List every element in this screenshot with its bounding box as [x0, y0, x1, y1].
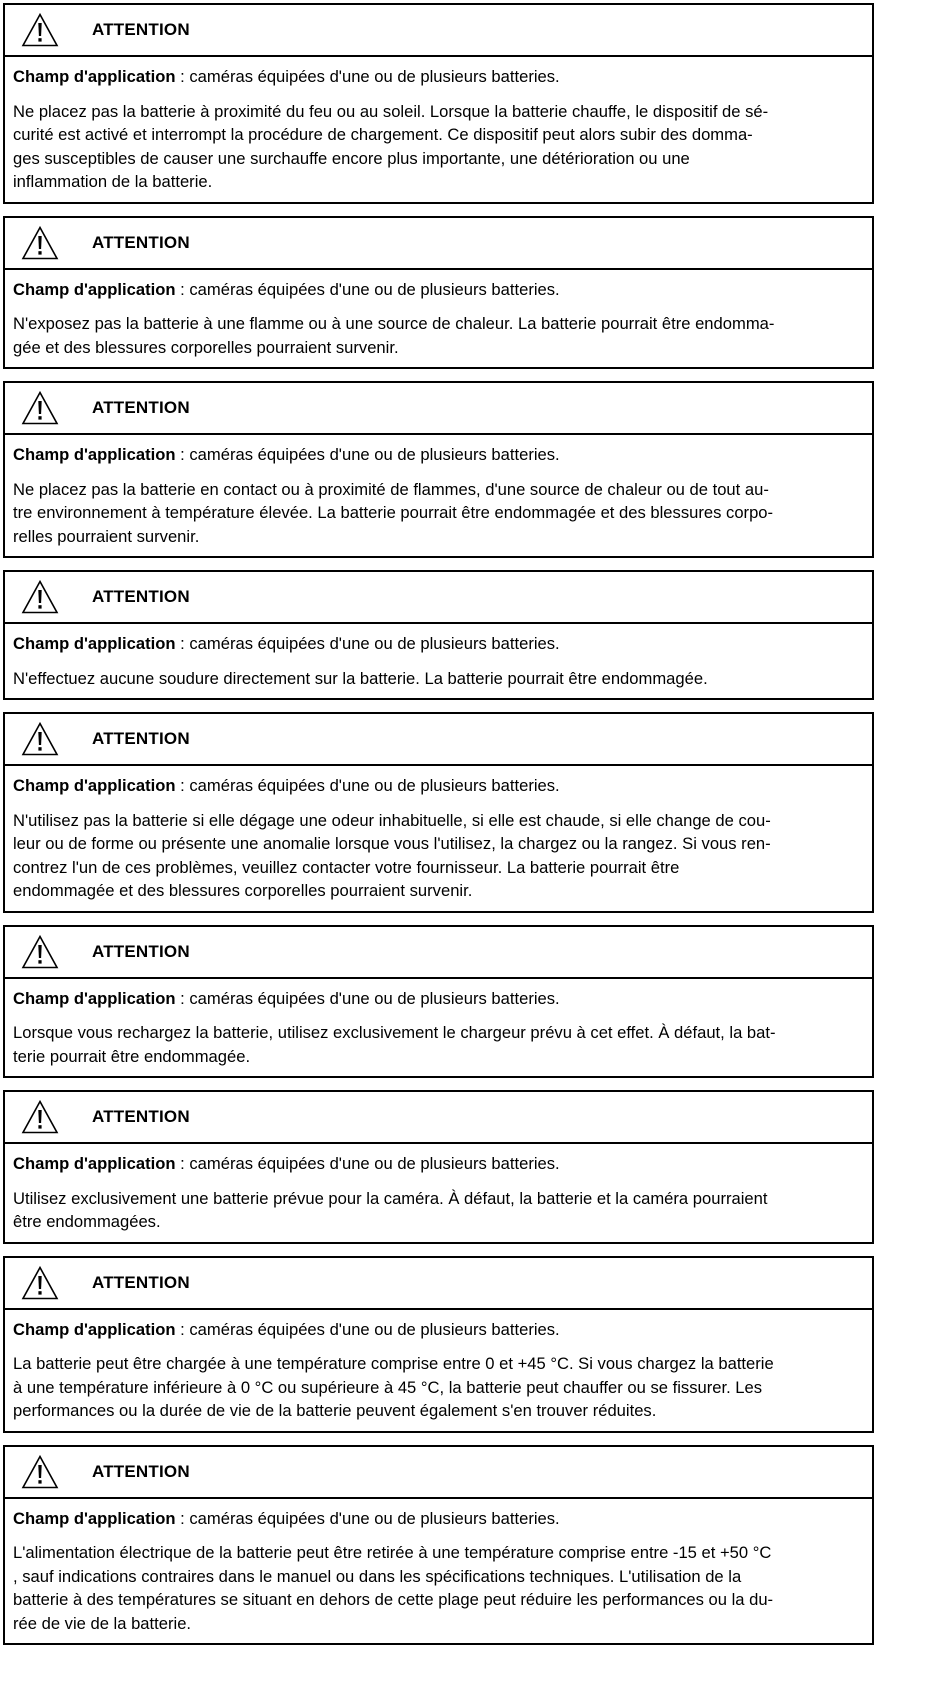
notice-title: ATTENTION	[92, 941, 190, 961]
notice-header	[5, 714, 872, 766]
notice-header	[5, 1447, 872, 1499]
notice-body	[5, 1310, 872, 1431]
warning-notice	[3, 925, 874, 1079]
message-line: ges susceptibles de causer une surchauffe encore plus importante, une détérioration ou une	[13, 148, 690, 168]
notice-scope	[13, 987, 862, 1011]
message-line: rée de vie de la batterie.	[13, 1613, 192, 1633]
warning-triangle-icon	[21, 1265, 59, 1301]
warning-notice	[3, 1090, 874, 1244]
warning-triangle-icon	[21, 934, 59, 970]
notice-body	[5, 766, 872, 911]
notice-body	[5, 979, 872, 1077]
scope-text: : caméras équipées d'une ou de plusieurs batteries.	[175, 279, 560, 299]
notice-message	[13, 1021, 862, 1068]
message-line: performances ou la durée de vie de la batterie peuvent également s'en trouver réduites.	[13, 1401, 657, 1420]
scope-label: Champ d'application	[13, 445, 176, 464]
scope-text: : caméras équipées d'une ou de plusieurs batteries.	[175, 67, 560, 86]
message-line: Utilisez exclusivement une batterie prévue pour la caméra. À défaut, la batterie et la caméra pourraient	[13, 1188, 768, 1208]
notice-title: ATTENTION	[92, 729, 190, 748]
scope-text: : caméras équipées d'une ou de plusieurs batteries.	[175, 1154, 560, 1173]
message-line: Ne placez pas la batterie à proximité du feu ou au soleil. Lorsque la batterie chauffe, le dispositif de sé-	[13, 101, 769, 121]
message-line: La batterie peut être chargée à une température comprise entre 0 et +45 °C. Si vous chargez la batterie	[13, 1354, 774, 1373]
notice-scope	[13, 443, 862, 467]
message-line: contrez l'un de ces problèmes, veuillez contacter votre fournisseur. La batterie pourrait être	[13, 857, 680, 877]
notice-title: ATTENTION	[92, 232, 190, 252]
message-line: terie pourrait être endommagée.	[13, 1046, 251, 1066]
notice-message	[13, 1352, 862, 1423]
scope-label: Champ d'application	[13, 67, 176, 86]
notice-message	[13, 1541, 862, 1635]
scope-text: : caméras équipées d'une ou de plusieurs batteries.	[175, 776, 560, 795]
scope-text: : caméras équipées d'une ou de plusieurs batteries.	[175, 445, 560, 464]
notice-scope	[13, 774, 862, 798]
message-line: Lorsque vous rechargez la batterie, utilisez exclusivement le chargeur prévu à cet effet. À défaut, la bat-	[13, 1023, 776, 1042]
notice-message	[13, 1187, 862, 1234]
notice-body	[5, 57, 872, 202]
warning-triangle-icon	[21, 1454, 59, 1490]
message-line: être endommagées.	[13, 1212, 161, 1231]
message-line: N'exposez pas la batterie à une flamme ou à une source de chaleur. La batterie pourrait être endomma-	[13, 314, 775, 333]
warning-notice	[3, 1445, 874, 1646]
message-line: tre environnement à température élevée. La batterie pourrait être endommagée et des blessures corpo-	[13, 503, 774, 522]
notice-title: ATTENTION	[92, 1272, 190, 1292]
message-line: Ne placez pas la batterie en contact ou à proximité de flammes, d'une source de chaleur ou de tout au-	[13, 479, 769, 499]
message-line: , sauf indications contraires dans le manuel ou dans les spécifications techniques. L'utilisation de la	[13, 1566, 742, 1586]
message-line: gée et des blessures corporelles pourraient survenir.	[13, 337, 399, 357]
notice-title: ATTENTION	[92, 1461, 190, 1481]
notice-message	[13, 100, 862, 194]
message-line: endommagée et des blessures corporelles pourraient survenir.	[13, 881, 473, 900]
notice-header	[5, 383, 872, 435]
scope-label: Champ d'application	[13, 634, 176, 653]
notice-body	[5, 1144, 872, 1242]
notice-scope	[13, 1318, 862, 1342]
notice-body	[5, 435, 872, 556]
notice-title: ATTENTION	[92, 398, 190, 417]
notice-message	[13, 667, 862, 691]
notice-message	[13, 312, 862, 359]
notice-header	[5, 5, 872, 57]
message-line: L'alimentation électrique de la batterie peut être retirée à une température comprise entre -15 et +50 °C	[13, 1543, 772, 1562]
warning-notice	[3, 216, 874, 370]
notice-title: ATTENTION	[92, 1107, 190, 1126]
notice-header	[5, 927, 872, 979]
scope-label: Champ d'application	[13, 1319, 176, 1339]
notice-title: ATTENTION	[92, 20, 190, 39]
notice-header	[5, 218, 872, 270]
notice-scope	[13, 278, 862, 302]
scope-label: Champ d'application	[13, 279, 176, 299]
warning-triangle-icon	[21, 579, 59, 615]
warning-notice	[3, 712, 874, 913]
scope-label: Champ d'application	[13, 1508, 176, 1528]
scope-text: : caméras équipées d'une ou de plusieurs batteries.	[175, 1508, 560, 1528]
message-line: curité est activé et interrompt la procédure de chargement. Ce dispositif peut alors subir des domma-	[13, 125, 753, 144]
notice-scope	[13, 65, 862, 89]
warning-triangle-icon	[21, 225, 59, 261]
scope-text: : caméras équipées d'une ou de plusieurs batteries.	[175, 988, 560, 1008]
warning-triangle-icon	[21, 390, 59, 426]
notice-header	[5, 572, 872, 624]
warning-triangle-icon	[21, 12, 59, 48]
notice-message	[13, 809, 862, 903]
message-line: à une température inférieure à 0 °C ou supérieure à 45 °C, la batterie peut chauffer ou se fissurer. Les	[13, 1377, 763, 1397]
notice-header	[5, 1092, 872, 1144]
scope-label: Champ d'application	[13, 776, 176, 795]
notice-body	[5, 624, 872, 698]
notice-body	[5, 270, 872, 368]
notice-scope	[13, 1152, 862, 1176]
notice-message	[13, 478, 862, 549]
scope-text: : caméras équipées d'une ou de plusieurs batteries.	[175, 1319, 560, 1339]
warning-notice	[3, 381, 874, 558]
message-line: N'utilisez pas la batterie si elle dégage une odeur inhabituelle, si elle est chaude, si elle change de cou-	[13, 810, 771, 830]
notice-header	[5, 1258, 872, 1310]
notice-body	[5, 1499, 872, 1644]
warning-notice	[3, 570, 874, 700]
notice-scope	[13, 1507, 862, 1531]
warning-notice	[3, 3, 874, 204]
message-line: inflammation de la batterie.	[13, 172, 213, 191]
message-line: leur ou de forme ou présente une anomalie lorsque vous l'utilisez, la chargez ou la rangez. Si vous ren-	[13, 834, 771, 853]
warning-triangle-icon	[21, 1099, 59, 1135]
scope-text: : caméras équipées d'une ou de plusieurs batteries.	[175, 634, 560, 653]
notice-scope	[13, 632, 862, 656]
warning-triangle-icon	[21, 721, 59, 757]
warning-notice	[3, 1256, 874, 1433]
scope-label: Champ d'application	[13, 988, 176, 1008]
message-line: batterie à des températures se situant en dehors de cette plage peut réduire les performances ou la du-	[13, 1590, 774, 1609]
message-line: N'effectuez aucune soudure directement sur la batterie. La batterie pourrait être endommagée.	[13, 668, 708, 688]
message-line: relles pourraient survenir.	[13, 526, 200, 546]
notice-list	[0, 3, 943, 1645]
notice-title: ATTENTION	[92, 587, 190, 606]
scope-label: Champ d'application	[13, 1154, 176, 1173]
